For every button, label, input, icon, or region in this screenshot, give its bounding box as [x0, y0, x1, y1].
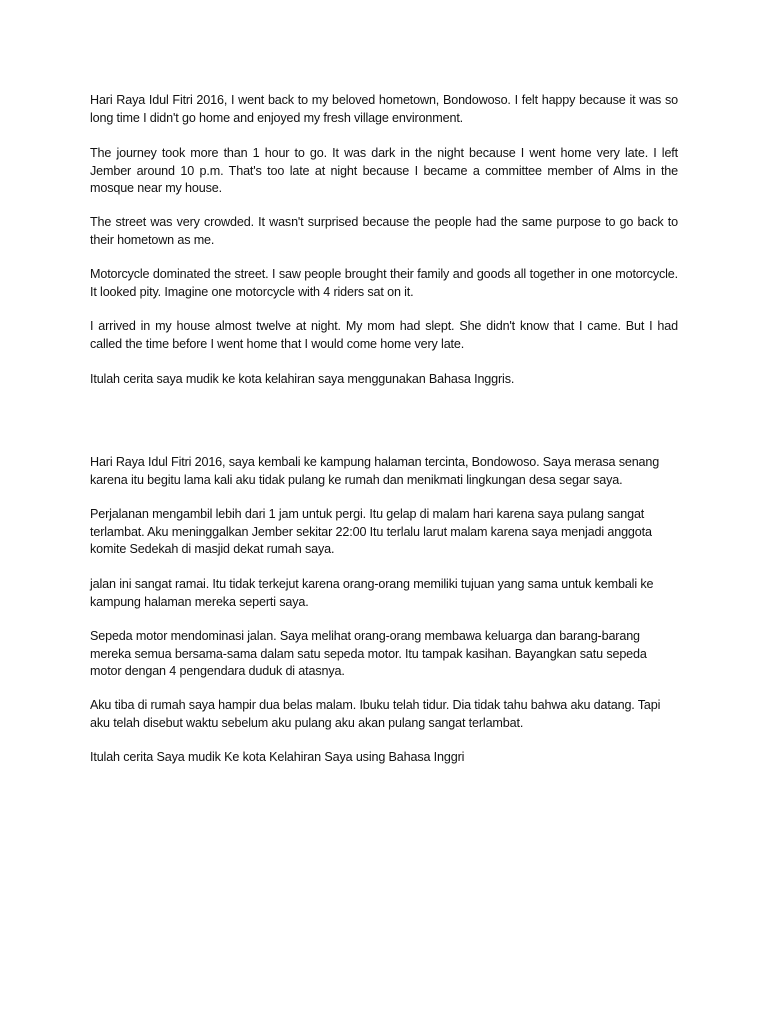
- english-paragraph-5: I arrived in my house almost twelve at night. My mom had slept. She didn't know that I came. But I had called the time before I went home that I would come home very late.: [90, 319, 678, 351]
- indonesian-paragraph-4: Sepeda motor mendominasi jalan. Saya melihat orang-orang membawa keluarga dan barang-barang mereka semua bersama-sama dalam satu sepeda motor. Itu tampak kasihan. Bayangkan satu sepeda motor dengan 4 pengendara duduk di atasnya.: [90, 629, 647, 678]
- english-paragraph-4: Motorcycle dominated the street. I saw people brought their family and goods all together in one motorcycle. It looked pity. Imagine one motorcycle with 4 riders sat on it.: [90, 267, 678, 299]
- english-paragraph-6: Itulah cerita saya mudik ke kota kelahiran saya menggunakan Bahasa Inggris.: [90, 372, 515, 386]
- english-paragraph-3: The street was very crowded. It wasn't surprised because the people had the same purpose to go back to their hometown as me.: [90, 215, 678, 247]
- indonesian-paragraph-6: Itulah cerita Saya mudik Ke kota Kelahiran Saya using Bahasa Inggri: [90, 750, 465, 764]
- english-paragraph-1: Hari Raya Idul Fitri 2016, I went back to my beloved hometown, Bondowoso. I felt happy because it was so long time I didn't go home and enjoyed my fresh village environment.: [90, 93, 678, 125]
- indonesian-paragraph-1: Hari Raya Idul Fitri 2016, saya kembali ke kampung halaman tercinta, Bondowoso. Saya merasa senang karena itu begitu lama kali aku tidak pulang ke rumah dan menikmati lingkungan desa segar saya.: [90, 455, 660, 487]
- indonesian-paragraph-5: Aku tiba di rumah saya hampir dua belas malam. Ibuku telah tidur. Dia tidak tahu bahwa aku datang. Tapi aku telah disebut waktu sebelum aku pulang aku akan pulang sangat terlambat.: [90, 698, 661, 730]
- indonesian-paragraph-2: Perjalanan mengambil lebih dari 1 jam untuk pergi. Itu gelap di malam hari karena saya pulang sangat terlambat. Aku meninggalkan Jember sekitar 22:00 Itu terlalu larut malam karena saya menjadi anggota komite Sedekah di masjid dekat rumah saya.: [90, 507, 652, 556]
- english-paragraph-2: The journey took more than 1 hour to go. It was dark in the night because I went home very late. I left Jember around 10 p.m. That's too late at night because I became a committee member of Alms in the mosque near my house.: [90, 146, 678, 195]
- indonesian-paragraph-3: jalan ini sangat ramai. Itu tidak terkejut karena orang-orang memiliki tujuan yang sama untuk kembali ke kampung halaman mereka seperti saya.: [90, 577, 654, 609]
